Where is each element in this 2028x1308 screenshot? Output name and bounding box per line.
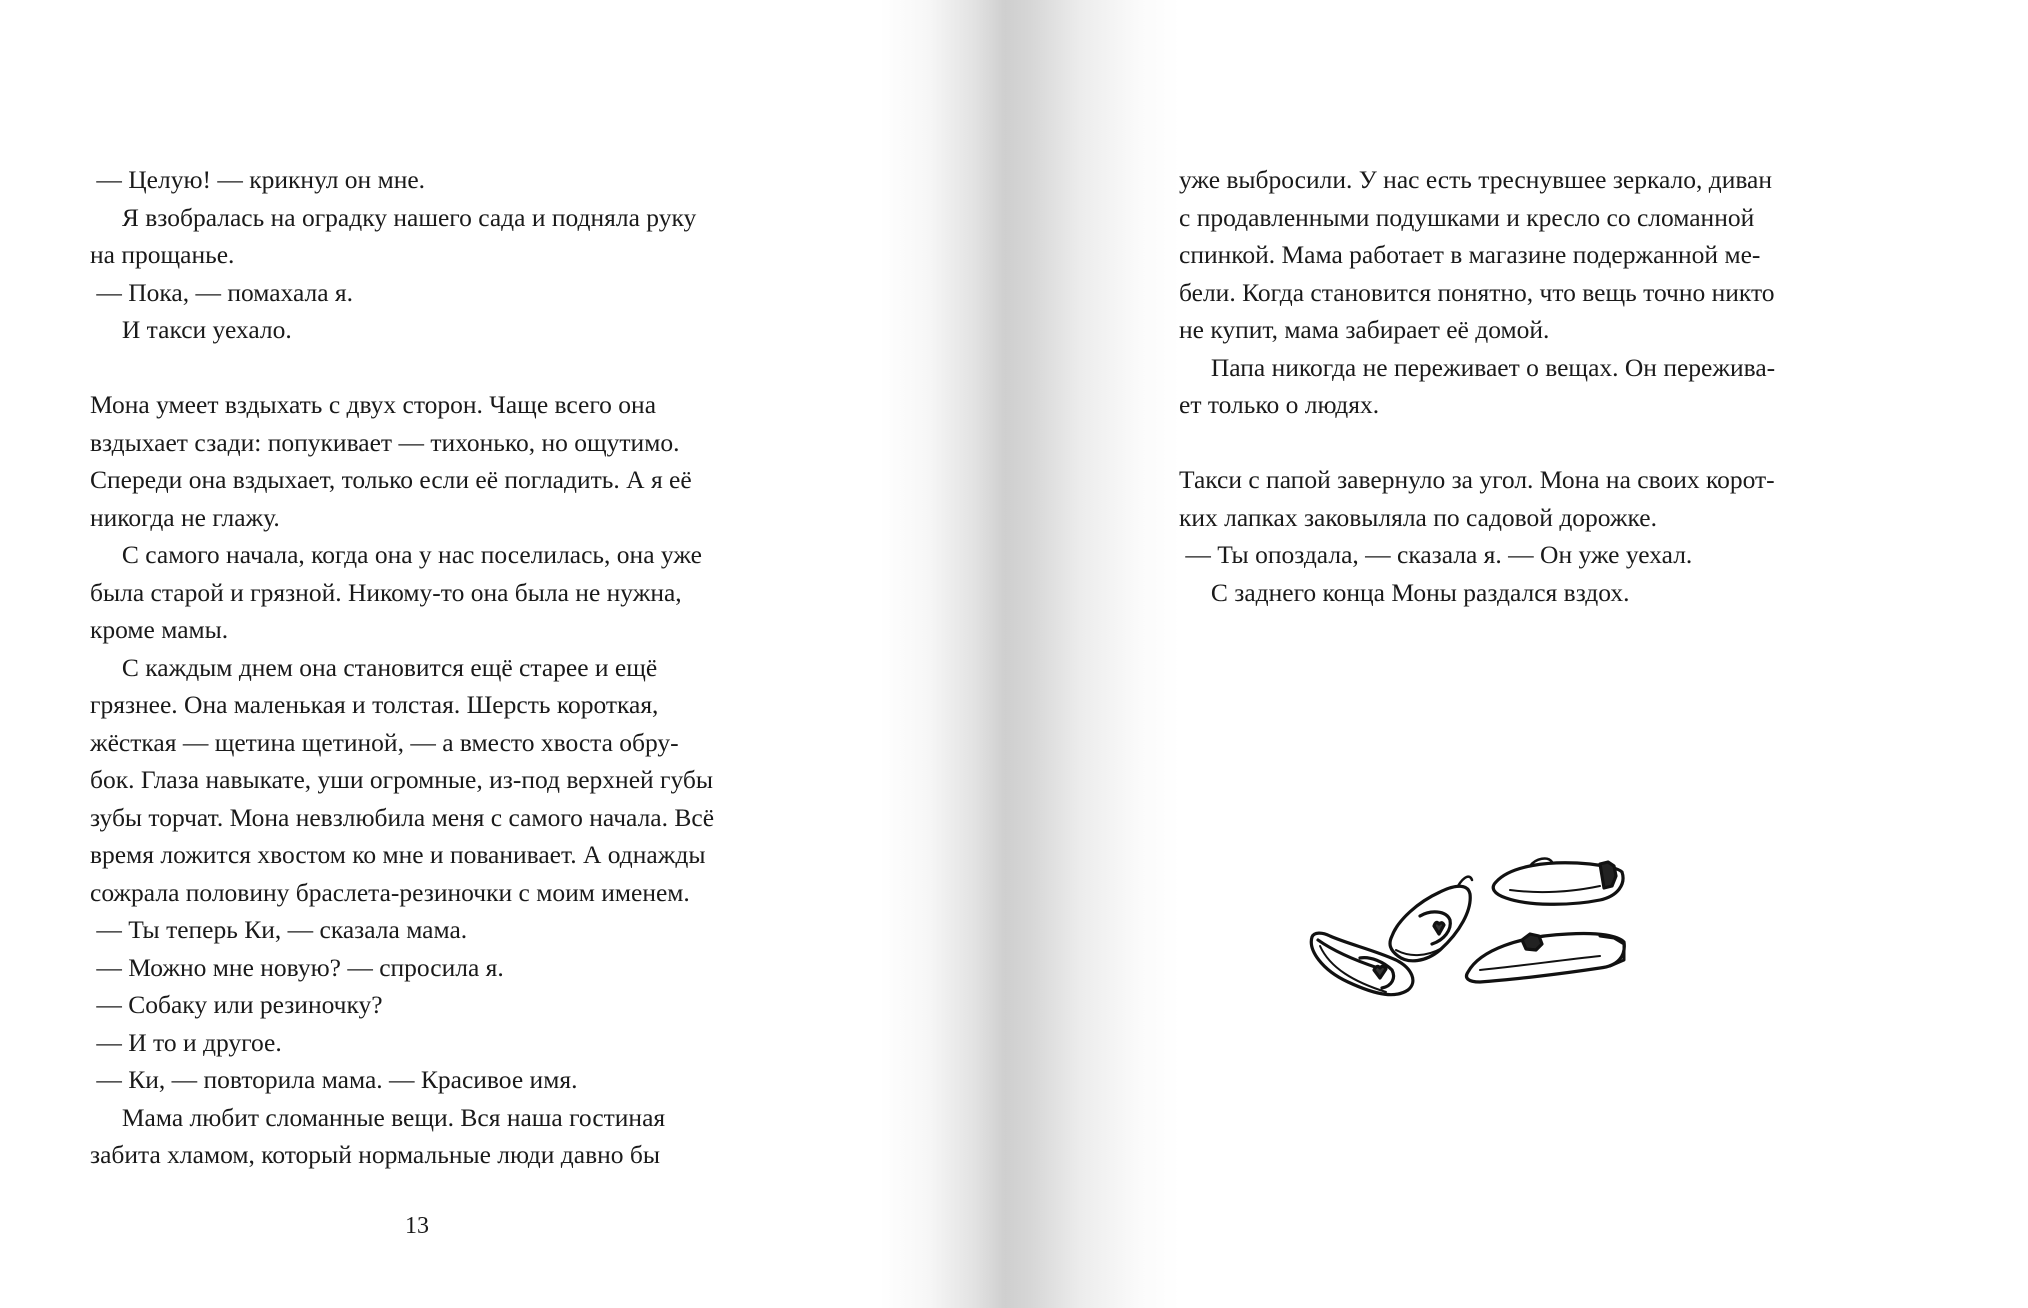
paragraph-break — [90, 349, 760, 387]
text-line: — Собаку или резиночку? — [90, 990, 383, 1019]
slipper-left-a — [1311, 933, 1413, 995]
slipper-right-bottom — [1467, 933, 1625, 982]
text-line: кроме мамы. — [90, 615, 229, 644]
text-line: время ложится хвостом ко мне и пованивает. А однажды — [90, 840, 706, 869]
text-line: С каждым днем она становится ещё старее и ещё — [90, 652, 658, 682]
text-line: бок. Глаза навыкате, уши огромные, из-под верхней губы — [90, 765, 714, 794]
text-line: С заднего конца Моны раздался вздох. — [1179, 577, 1630, 607]
text-line: ких лапках заковыляла по садовой дорожке. — [1179, 502, 1657, 532]
text-line: — Целую! — крикнул он мне. — [90, 165, 426, 194]
text-line: — Можно мне новую? — спросила я. — [90, 952, 504, 982]
paragraph-break — [1179, 424, 1869, 462]
text-line: была старой и грязной. Никому-то она была не нужна, — [90, 577, 682, 607]
text-line: забита хламом, который нормальные люди давно бы — [90, 1140, 660, 1169]
text-line: Такси с папой завернуло за угол. Мона на своих корот- — [1179, 465, 1775, 494]
text-line: с продавленными подушками и кресло со сломанной — [1179, 202, 1755, 232]
text-line: — Ки, — повторила мама. — Красивое имя. — [90, 1065, 578, 1094]
text-line: ет только о людях. — [1179, 390, 1380, 419]
text-line: С самого начала, когда она у нас поселилась, она уже — [90, 540, 702, 569]
text-line: жёсткая — щетина щетиной, — а вместо хвоста обру- — [90, 727, 679, 757]
text-line: Мама любит сломанные вещи. Вся наша гостиная — [90, 1102, 666, 1132]
slipper-left-b — [1390, 877, 1472, 961]
slippers-illustration — [1300, 840, 1720, 1040]
text-line: грязнее. Она маленькая и толстая. Шерсть короткая, — [90, 690, 659, 719]
text-line: Папа никогда не переживает о вещах. Он пережива- — [1179, 352, 1776, 382]
slipper-right-top — [1493, 859, 1623, 905]
text-line: бели. Когда становится понятно, что вещь точно никто — [1179, 277, 1775, 307]
text-line: на прощанье. — [90, 240, 235, 269]
text-line: не купит, мама забирает её домой. — [1179, 315, 1550, 344]
text-line: — Ты опоздала, — сказала я. — Он уже уехал. — [1179, 540, 1693, 569]
text-line: вздыхает сзади: попукивает — тихонько, но ощутимо. — [90, 427, 680, 457]
left-page-text — [90, 161, 760, 1174]
right-page — [1010, 0, 2028, 1308]
text-line: уже выбросили. У нас есть треснувшее зеркало, диван — [1179, 165, 1773, 194]
text-line: — Ты теперь Ки, — сказала мама. — [90, 915, 468, 944]
left-page — [0, 0, 1000, 1308]
page-number: 13 — [405, 1213, 429, 1239]
text-line: — И то и другое. — [90, 1027, 282, 1057]
text-line: Я взобралась на оградку нашего сада и подняла руку — [90, 202, 697, 232]
text-line: никогда не глажу. — [90, 502, 280, 532]
text-line: Мона умеет вздыхать с двух сторон. Чаще всего она — [90, 390, 657, 419]
text-line: Спереди она вздыхает, только если её погладить. А я её — [90, 465, 692, 494]
text-line: зубы торчат. Мона невзлюбила меня с самого начала. Всё — [90, 802, 715, 832]
text-line: спинкой. Мама работает в магазине подержанной ме- — [1179, 240, 1761, 269]
right-page-text — [1179, 161, 1869, 611]
text-line: — Пока, — помахала я. — [90, 277, 354, 307]
text-line: И такси уехало. — [90, 315, 292, 344]
text-line: сожрала половину браслета-резиночки с моим именем. — [90, 877, 690, 907]
